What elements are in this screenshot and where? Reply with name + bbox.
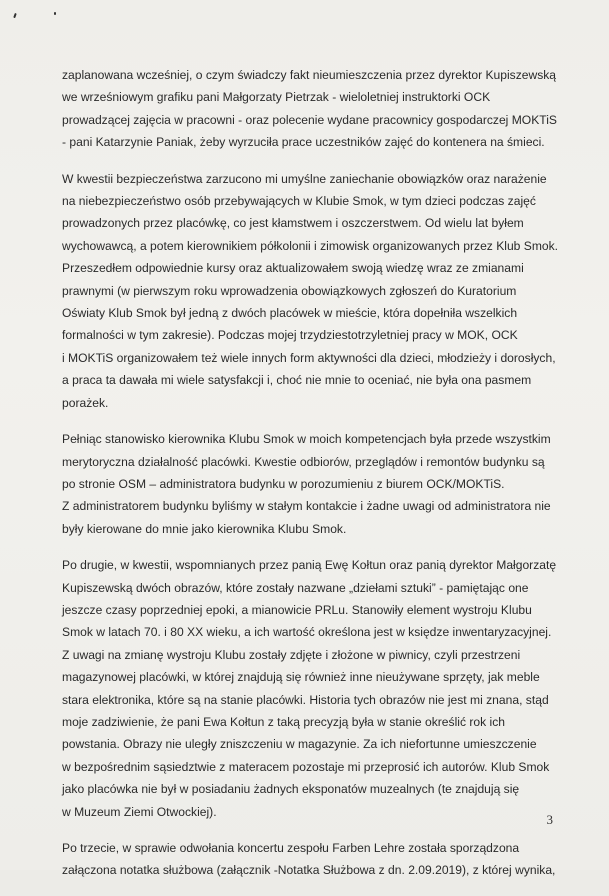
text-line: zaplanowana wcześniej, o czym świadczy fakt nieumieszczenia przez dyrektor Kupiszewską bbox=[62, 68, 557, 82]
text-line: Oświaty Klub Smok był jedną z dwóch placówek w mieście, która dopełniła wszelkich bbox=[62, 306, 518, 321]
text-line: jako placówka nie był w posiadaniu żadnych eksponatów muzealnych (te znajdują się bbox=[62, 782, 520, 797]
text-line: we wrześniowym grafiku pani Małgorzaty Pietrzak - wieloletniej instruktorki OCK bbox=[62, 90, 491, 105]
text-line: Pełniąc stanowisko kierownika Klubu Smok w moich kompetencjach była przede wszystkim bbox=[62, 432, 551, 447]
text-line: Przeszedłem odpowiednie kursy oraz aktualizowałem swoją wiedzę wraz ze zmianami bbox=[62, 261, 524, 276]
paragraph bbox=[62, 168, 562, 414]
text-line: wychowawcą, a potem kierownikiem półkolonii i zimowisk organizowanych przez Klub Smok. bbox=[62, 238, 559, 253]
text-line: były kierowane do mnie jako kierownika Klubu Smok. bbox=[62, 521, 347, 536]
paragraph bbox=[62, 428, 562, 540]
scan-mark bbox=[13, 13, 16, 18]
text-line: w bezpośrednim sąsiedztwie z materacem pozostaje mi przeprosić ich autorów. Klub Smok bbox=[62, 759, 550, 774]
text-line: po stronie OSM – administratora budynku w porozumieniu z biurem OCK/MOKTiS. bbox=[62, 476, 505, 491]
text-line: W kwestii bezpieczeństwa zarzucono mi umyślne zaniechanie obowiązków oraz narażenie bbox=[62, 171, 547, 186]
document-body bbox=[62, 64, 562, 896]
text-line: prowadzonych przez placówkę, co jest kłamstwem i oszczerstwem. Od wielu lat byłem bbox=[62, 216, 524, 231]
text-line: prawnymi (w pierwszym roku wprowadzenia obowiązkowych zgłoszeń do Kuratorium bbox=[62, 283, 517, 298]
text-line: - pani Katarzynie Paniak, żeby wyrzuciła prace uczestników zajęć do kontenera na śmieci. bbox=[62, 135, 545, 150]
text-line: i MOKTiS organizowałem też wiele innych form aktywności dla dzieci, młodzieży i dorosłych, bbox=[62, 350, 556, 365]
text-line: formalności w tym zakresie). Podczas mojej trzydziestotrzyletniej pracy w MOK, OCK bbox=[62, 328, 518, 343]
text-line: powstania. Obrazy nie uległy zniszczeniu w magazynie. Za ich niefortunne umieszczenie bbox=[62, 737, 537, 752]
text-line: Z uwagi na zmianę wystroju Klubu zostały zdjęte i złożone w piwnicy, czyli przestrzeni bbox=[62, 647, 521, 662]
text-line: porażek. bbox=[62, 395, 109, 410]
text-line: a praca ta dawała mi wiele satysfakcji i, choć nie mnie to oceniać, nie była ona pasmem bbox=[62, 373, 532, 388]
text-line: magazynowej placówki, w której znajdują się również inne nieużywane sprzęty, jak meble bbox=[62, 670, 540, 685]
text-line: Po drugie, w kwestii, wspomnianych przez panią Ewę Kołtun oraz panią dyrektor Małgorzatę bbox=[62, 558, 557, 573]
text-line: w Muzeum Ziemi Otwockiej). bbox=[62, 804, 217, 819]
text-line: Po trzecie, w sprawie odwołania koncertu zespołu Farben Lehre została sporządzona bbox=[62, 841, 520, 855]
text-line: jeszcze czasy poprzedniej epoki, a mianowicie PRLu. Stanowiły element wystroju Klubu bbox=[62, 602, 532, 617]
paragraph bbox=[62, 554, 562, 823]
text-line: prowadzącej zajęcia w pracowni - oraz polecenie wydane pracownicy gospodarczej MOKTiS bbox=[62, 112, 557, 127]
text-line: stara elektronika, które są na stanie placówki. Historia tych obrazów nie jest mi znana, stąd bbox=[62, 692, 549, 707]
page-number: 3 bbox=[546, 812, 553, 827]
scan-mark bbox=[54, 12, 56, 15]
paragraph bbox=[62, 64, 562, 154]
text-line: na niebezpieczeństwo osób przebywających w Klubie Smok, w tym dzieci podczas zajęć bbox=[62, 194, 536, 209]
text-line: moje zadziwienie, że pani Ewa Kołtun z taką precyzją była w stanie określić rok ich bbox=[62, 714, 505, 729]
text-line: Kupiszewską dwóch obrazów, które zostały nazwane „dziełami sztuki” - pamiętając one bbox=[62, 580, 529, 595]
text-line: merytoryczna działalność placówki. Kwestie odbiorów, przeglądów i remontów budynku są bbox=[62, 454, 545, 469]
text-line: załączona notatka służbowa (załącznik -Notatka Służbowa z dn. 2.09.2019), z której wynika, bbox=[62, 863, 556, 878]
paragraph bbox=[62, 837, 562, 882]
text-line: Smok w latach 70. i 80 XX wieku, a ich wartość określona jest w księdze inwentaryzacyjnej. bbox=[62, 625, 552, 640]
text-line: Z administratorem budynku byliśmy w stałym kontakcie i żadne uwagi od administratora nie bbox=[62, 499, 551, 514]
